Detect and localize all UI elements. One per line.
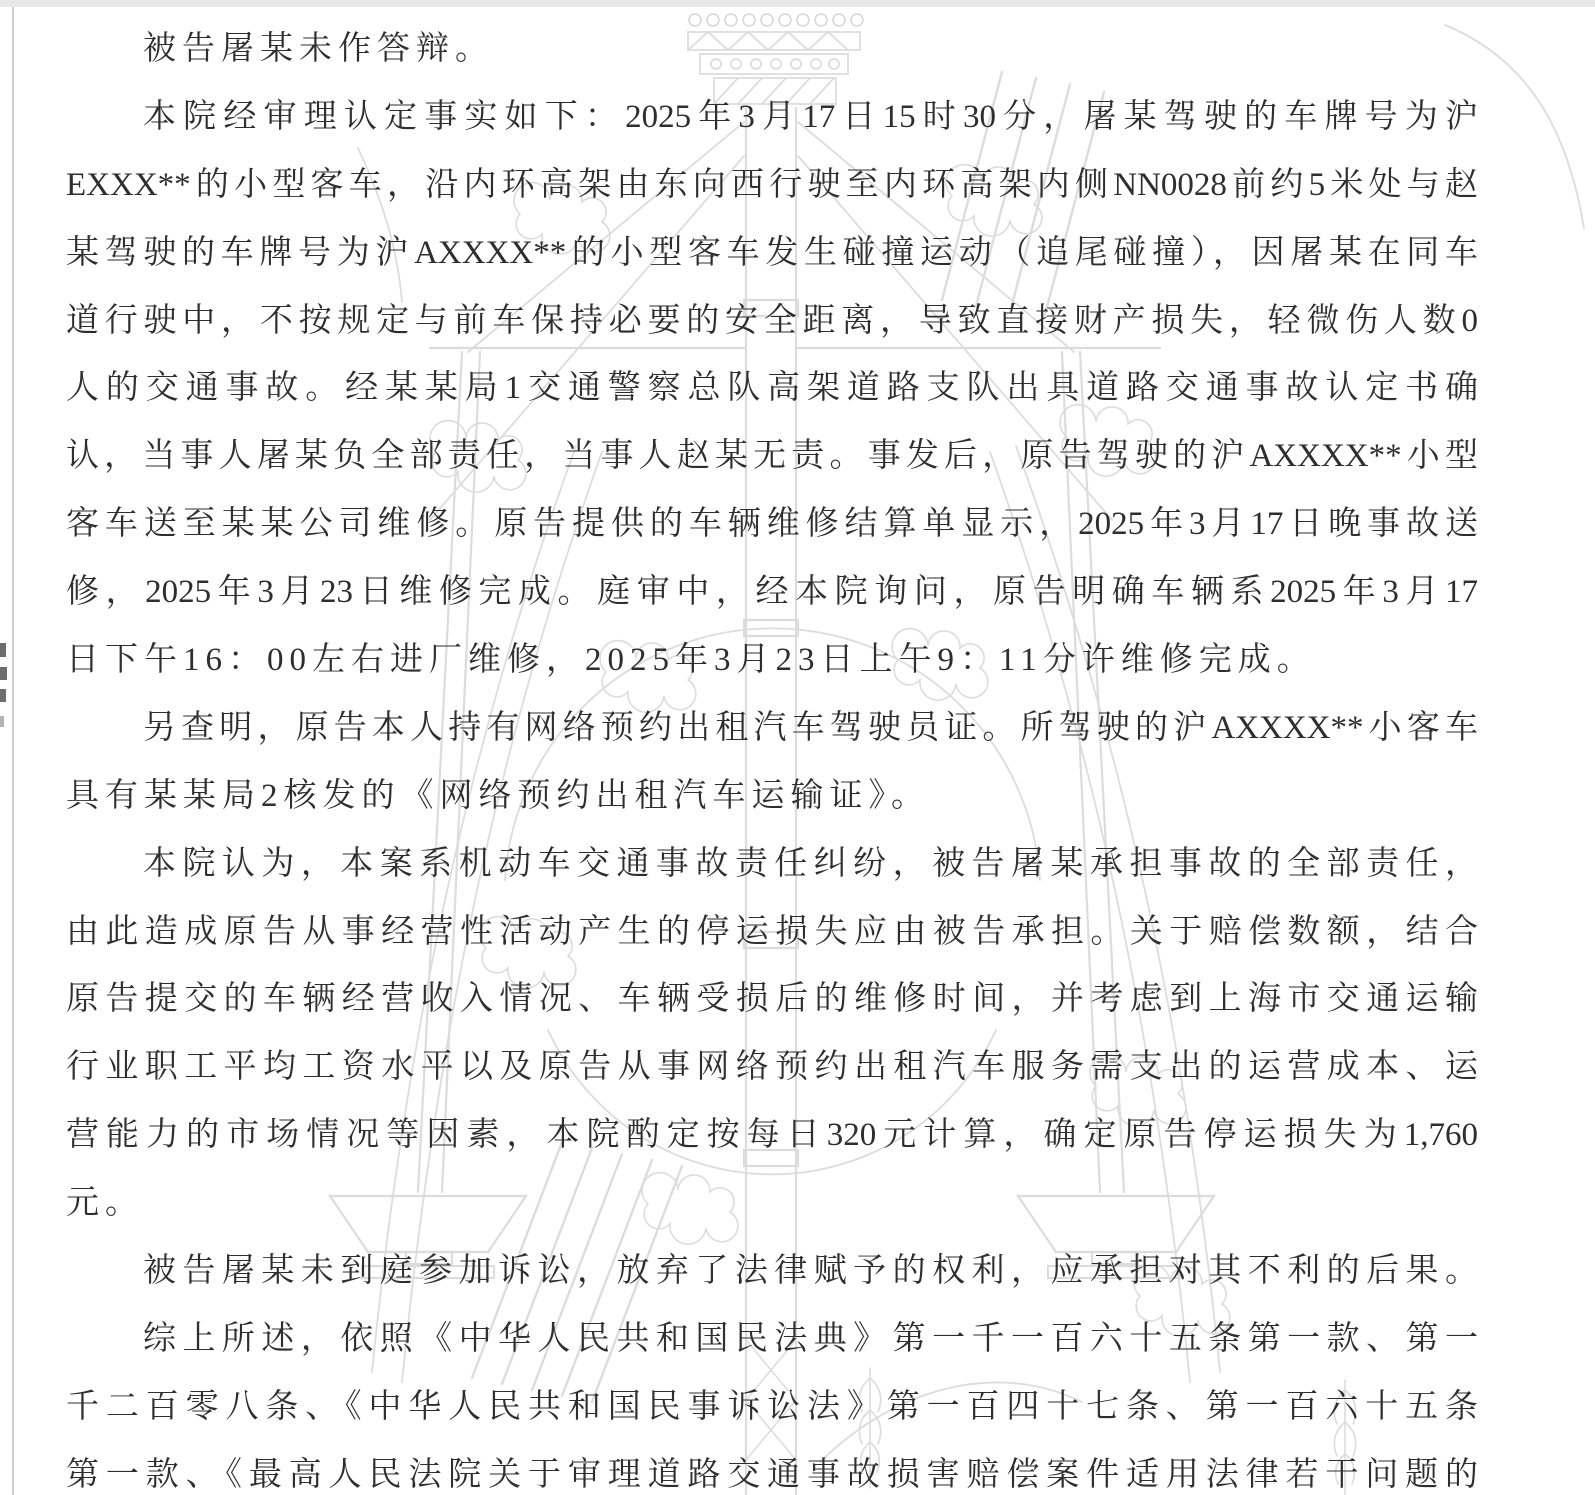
document-line: 被告屠某未到庭参加诉讼，放弃了法律赋予的权利，应承担对其不利的后果。 bbox=[143, 1253, 1478, 1290]
margin-fragment bbox=[0, 643, 6, 657]
document-line: 行业职工平均工资水平以及原告从事网络预约出租汽车服务需支出的运营成本、运 bbox=[66, 1049, 1478, 1086]
document-line: 营能力的市场情况等因素，本院酌定按每日320元计算，确定原告停运损失为1,760 bbox=[66, 1117, 1478, 1154]
margin-fragment bbox=[0, 716, 4, 727]
document-line: 认，当事人屠某负全部责任，当事人赵某无责。事发后，原告驾驶的沪AXXXX**小型 bbox=[66, 438, 1478, 475]
document-line: 本院认为，本案系机动车交通事故责任纠纷，被告屠某承担事故的全部责任， bbox=[143, 845, 1478, 882]
document-line: 日下午16：00左右进厂维修，2025年3月23日上午9：11分许维修完成。 bbox=[66, 642, 1316, 679]
margin-fragment bbox=[0, 689, 6, 702]
document-line: 另查明，原告本人持有网络预约出租汽车驾驶员证。所驾驶的沪AXXXX**小客车 bbox=[143, 709, 1478, 746]
margin-fragment bbox=[0, 667, 7, 680]
left-border-rule bbox=[12, 7, 14, 1495]
document-line: 第一款、《最高人民法院关于审理道路交通事故损害赔偿案件适用法律若干问题的 bbox=[66, 1456, 1478, 1493]
document-line: 元。 bbox=[66, 1185, 144, 1222]
document-line: EXXX**的小型客车，沿内环高架由东向西行驶至内环高架内侧NN0028前约5米处与赵 bbox=[66, 166, 1478, 203]
document-line: 原告提交的车辆经营收入情况、车辆受损后的维修时间，并考虑到上海市交通运输 bbox=[66, 981, 1478, 1018]
document-line: 被告屠某未作答辩。 bbox=[143, 31, 494, 67]
document-line: 由此造成原告从事经营性活动产生的停运损失应由被告承担。关于赔偿数额，结合 bbox=[66, 913, 1478, 950]
document-line: 本院经审理认定事实如下：2025年3月17日15时30分，屠某驾驶的车牌号为沪 bbox=[143, 98, 1478, 135]
document-line: 某驾驶的车牌号为沪AXXXX**的小型客车发生碰撞运动（追尾碰撞），因屠某在同车 bbox=[66, 234, 1478, 271]
judgment-text-block bbox=[66, 16, 1478, 1495]
document-line: 具有某某局2核发的《网络预约出租汽车运输证》。 bbox=[66, 777, 930, 814]
document-line: 千二百零八条、《中华人民共和国民事诉讼法》第一百四十七条、第一百六十五条 bbox=[66, 1388, 1478, 1425]
document-line: 综上所述，依照《中华人民共和国民法典》第一千一百六十五条第一款、第一 bbox=[143, 1320, 1478, 1357]
document-line: 人的交通事故。经某某局1交通警察总队高架道路支队出具道路交通事故认定书确 bbox=[66, 370, 1478, 407]
document-line: 道行驶中，不按规定与前车保持必要的安全距离，导致直接财产损失，轻微伤人数0 bbox=[66, 302, 1478, 339]
top-edge-strip bbox=[0, 0, 1595, 7]
document-line: 修，2025年3月23日维修完成。庭审中，经本院询问，原告明确车辆系2025年3月17 bbox=[66, 574, 1478, 611]
left-margin-text-fragments bbox=[0, 0, 10, 1495]
document-line: 客车送至某某公司维修。原告提供的车辆维修结算单显示，2025年3月17日晚事故送 bbox=[66, 506, 1478, 543]
